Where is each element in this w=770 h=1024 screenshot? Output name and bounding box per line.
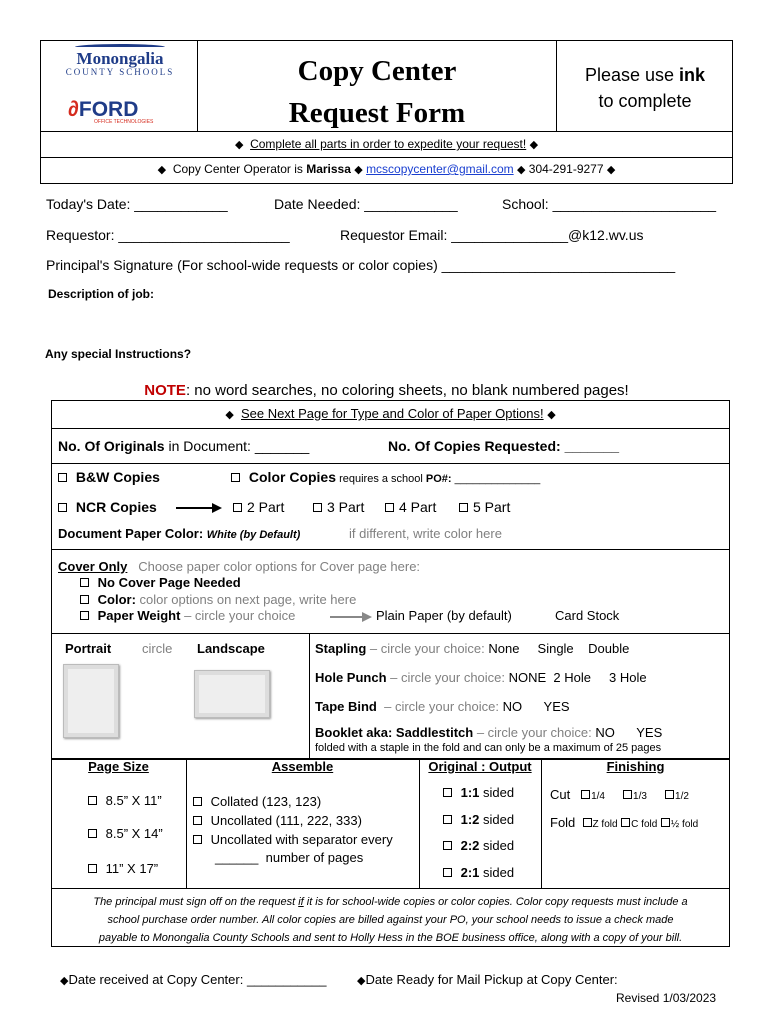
- cut-row: Cut 1/4 1/3 1/2: [550, 787, 689, 802]
- ncr-copies-option[interactable]: NCR Copies: [58, 499, 157, 515]
- assemble-header: Assemble: [271, 759, 334, 774]
- plain-paper-choice[interactable]: Plain Paper (by default): [376, 608, 512, 623]
- see-next-page: ◆ See Next Page for Type and Color of Paper Options! ◆: [225, 406, 556, 421]
- school-field[interactable]: School: _____________________: [502, 196, 717, 212]
- portrait-choice[interactable]: Portrait: [65, 641, 112, 656]
- monongalia-logo: Monongalia COUNTY SCHOOLS: [60, 44, 180, 77]
- checkbox[interactable]: [58, 503, 67, 512]
- paper-weight-option[interactable]: Paper Weight – circle your choice: [80, 608, 295, 623]
- arrow-icon: [330, 611, 374, 626]
- bw-copies-option[interactable]: B&W Copies: [58, 469, 160, 485]
- hole-punch-option[interactable]: Hole Punch – circle your choice: NONE 2 Hole 3 Hole: [315, 670, 647, 685]
- size-8514[interactable]: 8.5” X 14”: [88, 826, 163, 841]
- date-needed-field[interactable]: Date Needed: ____________: [274, 196, 458, 212]
- note-line: NOTE: no word searches, no coloring sheets, no blank numbered pages!: [144, 382, 629, 399]
- size-8511[interactable]: 8.5” X 11”: [88, 793, 162, 808]
- booklet-option[interactable]: Booklet aka: Saddlestitch – circle your choice: NO YES: [315, 725, 663, 740]
- output-2-1[interactable]: 2:1 sided: [443, 865, 514, 880]
- collated-option[interactable]: Collated (123, 123): [193, 794, 321, 809]
- fold-row: Fold Z fold C fold ½ fold: [550, 815, 699, 830]
- uncollated-option[interactable]: Uncollated (111, 222, 333): [193, 813, 362, 828]
- email-link[interactable]: mcscopycenter@gmail.com: [366, 162, 514, 176]
- copies-requested-field[interactable]: No. Of Copies Requested: _______: [388, 438, 620, 454]
- page-title: Copy Center Request Form: [288, 55, 466, 129]
- ink-note: Please use ink to complete: [584, 65, 706, 111]
- size-1117[interactable]: 11” X 17”: [88, 861, 158, 876]
- todays-date-field[interactable]: Today's Date: ____________: [46, 196, 228, 212]
- ford-logo: ∂FORD OFFICE TECHNOLOGIES: [68, 96, 154, 125]
- principal-signature-field[interactable]: Principal's Signature (For school-wide requests or color copies) ______________________________: [46, 257, 676, 273]
- color-copies-option[interactable]: Color Copies requires a school PO#: ______________: [231, 469, 540, 485]
- checkbox[interactable]: [231, 473, 240, 482]
- finishing-header: Finishing: [606, 759, 665, 774]
- cover-only-row: Cover Only Choose paper color options for Cover page here:: [58, 559, 421, 574]
- portrait-page-icon[interactable]: [63, 664, 119, 738]
- page-size-header: Page Size: [88, 759, 149, 774]
- checkbox[interactable]: [58, 473, 67, 482]
- requestor-field[interactable]: Requestor: ______________________: [46, 227, 290, 243]
- document-paper-color[interactable]: Document Paper Color: White (by Default): [58, 526, 301, 541]
- date-received-field[interactable]: ◆Date received at Copy Center: ___________: [60, 972, 327, 987]
- revised-date: Revised 1/03/2023: [616, 991, 717, 1005]
- special-instructions-label: Any special Instructions?: [45, 347, 192, 361]
- principal-note: The principal must sign off on the request if it is for school-wide copies or color copies. Color copy requests must include a school purchase order number. All color copies are billed against your PO, your school needs to issue a check made payable to Monongalia County Schools and sent to Holly Hess in the BOE business office, along with a copy of your bill.: [93, 896, 688, 944]
- orig-output-header: Original : Output: [428, 759, 532, 774]
- description-label: Description of job:: [48, 287, 154, 301]
- uncollated-sep-option[interactable]: Uncollated with separator every: [193, 832, 393, 847]
- no-cover-option[interactable]: No Cover Page Needed: [80, 575, 241, 590]
- cover-color-option[interactable]: Color: color options on next page, write here: [80, 592, 356, 607]
- arrow-icon: [176, 502, 216, 514]
- booklet-note: folded with a staple in the fold and can only be a maximum of 25 pages: [315, 742, 662, 754]
- date-ready-field[interactable]: ◆Date Ready for Mail Pickup at Copy Center:: [357, 972, 618, 987]
- originals-field[interactable]: No. Of Originals in Document: _______: [58, 438, 310, 454]
- landscape-page-icon[interactable]: [194, 670, 270, 718]
- requestor-email-field[interactable]: Requestor Email: _______________@k12.wv.us: [340, 227, 644, 243]
- document-paper-hint: if different, write color here: [349, 526, 502, 541]
- output-2-2[interactable]: 2:2 sided: [443, 838, 514, 853]
- tape-bind-option[interactable]: Tape Bind – circle your choice: NO YES: [315, 699, 570, 714]
- landscape-choice[interactable]: Landscape: [197, 641, 265, 656]
- pages-count-field[interactable]: ______ number of pages: [215, 850, 364, 865]
- stapling-option[interactable]: Stapling – circle your choice: None Single Double: [315, 641, 630, 656]
- ncr-part-3[interactable]: 3 Part: [313, 499, 364, 515]
- ncr-part-4[interactable]: 4 Part: [385, 499, 436, 515]
- output-1-2[interactable]: 1:2 sided: [443, 812, 514, 827]
- card-stock-choice[interactable]: Card Stock: [555, 608, 620, 623]
- ncr-part-5[interactable]: 5 Part: [459, 499, 510, 515]
- complete-instruction: ◆ Complete all parts in order to expedite your request! ◆: [234, 137, 539, 151]
- output-1-1[interactable]: 1:1 sided: [443, 785, 514, 800]
- circle-hint: circle: [142, 641, 173, 656]
- operator-line: ◆ Copy Center Operator is Marissa ◆ mcscopycenter@gmail.com ◆ 304-291-9277 ◆: [157, 162, 616, 176]
- ncr-part-2[interactable]: 2 Part: [233, 499, 284, 515]
